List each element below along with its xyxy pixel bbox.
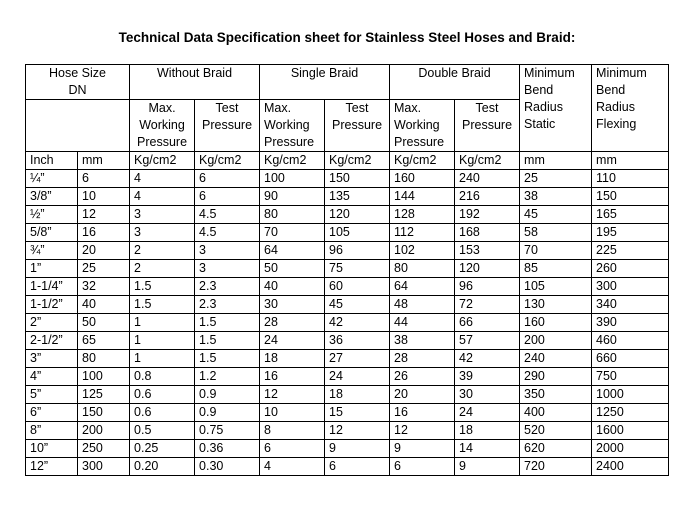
table-cell: 300 bbox=[78, 458, 130, 476]
table-cell: 0.25 bbox=[130, 440, 195, 458]
table-cell: 25 bbox=[520, 170, 592, 188]
without-braid-test-pressure-header bbox=[195, 100, 260, 152]
unit-cell: mm bbox=[592, 152, 669, 170]
table-cell: 2000 bbox=[592, 440, 669, 458]
table-cell: 400 bbox=[520, 404, 592, 422]
table-cell: 70 bbox=[520, 242, 592, 260]
header-line: Minimum bbox=[596, 66, 647, 80]
data-rows bbox=[26, 170, 669, 476]
table-cell: 12 bbox=[325, 422, 390, 440]
table-cell: 102 bbox=[390, 242, 455, 260]
table-cell: 5/8” bbox=[26, 224, 78, 242]
unit-cell: Inch bbox=[26, 152, 78, 170]
table-cell: 60 bbox=[325, 278, 390, 296]
table-cell: 0.30 bbox=[195, 458, 260, 476]
table-cell: 4” bbox=[26, 368, 78, 386]
table-cell: ¼” bbox=[26, 170, 78, 188]
table-cell: 96 bbox=[455, 278, 520, 296]
header-line: Test bbox=[215, 101, 239, 115]
table-cell: 290 bbox=[520, 368, 592, 386]
table-cell: 100 bbox=[78, 368, 130, 386]
table-cell: 26 bbox=[390, 368, 455, 386]
table-cell: 240 bbox=[455, 170, 520, 188]
table-row bbox=[26, 368, 669, 386]
table-cell: 6 bbox=[325, 458, 390, 476]
table-cell: 130 bbox=[520, 296, 592, 314]
without-braid-max-working-header bbox=[130, 100, 195, 152]
table-cell: 30 bbox=[455, 386, 520, 404]
table-cell: 38 bbox=[390, 332, 455, 350]
table-cell: 24 bbox=[260, 332, 325, 350]
table-cell: 4.5 bbox=[195, 224, 260, 242]
table-cell: 72 bbox=[455, 296, 520, 314]
table-cell: 4 bbox=[260, 458, 325, 476]
hose-size-header bbox=[26, 65, 130, 100]
table-cell: 6 bbox=[195, 188, 260, 206]
table-cell: 32 bbox=[78, 278, 130, 296]
table-cell: 9 bbox=[325, 440, 390, 458]
table-cell: 12 bbox=[260, 386, 325, 404]
table-cell: 168 bbox=[455, 224, 520, 242]
table-cell: 4.5 bbox=[195, 206, 260, 224]
header-line: Working bbox=[264, 118, 310, 132]
table-cell: 64 bbox=[390, 278, 455, 296]
table-row bbox=[26, 440, 669, 458]
table-cell: 3 bbox=[130, 206, 195, 224]
table-cell: 110 bbox=[592, 170, 669, 188]
table-cell: 250 bbox=[78, 440, 130, 458]
table-cell: 340 bbox=[592, 296, 669, 314]
table-cell: 1.5 bbox=[195, 314, 260, 332]
table-cell: 12 bbox=[78, 206, 130, 224]
table-cell: 50 bbox=[78, 314, 130, 332]
table-cell: 96 bbox=[325, 242, 390, 260]
table-cell: 24 bbox=[455, 404, 520, 422]
table-cell: 70 bbox=[260, 224, 325, 242]
table-cell: 2.3 bbox=[195, 296, 260, 314]
unit-cell: Kg/cm2 bbox=[455, 152, 520, 170]
header-line: Working bbox=[139, 118, 185, 132]
table-cell: 225 bbox=[592, 242, 669, 260]
header-line: Static bbox=[524, 117, 556, 131]
table-cell: 5” bbox=[26, 386, 78, 404]
table-cell: 160 bbox=[520, 314, 592, 332]
table-cell: 42 bbox=[325, 314, 390, 332]
header-row-group bbox=[26, 65, 669, 100]
table-cell: 720 bbox=[520, 458, 592, 476]
table-row bbox=[26, 404, 669, 422]
table-cell: 9 bbox=[390, 440, 455, 458]
table-cell: 50 bbox=[260, 260, 325, 278]
table-cell: 1 bbox=[130, 314, 195, 332]
double-braid-header: Double Braid bbox=[390, 65, 520, 100]
unit-cell: Kg/cm2 bbox=[325, 152, 390, 170]
table-cell: 1 bbox=[130, 332, 195, 350]
table-cell: 0.5 bbox=[130, 422, 195, 440]
table-cell: 10” bbox=[26, 440, 78, 458]
table-cell: 1000 bbox=[592, 386, 669, 404]
table-cell: 2400 bbox=[592, 458, 669, 476]
table-cell: 105 bbox=[520, 278, 592, 296]
header-line: Radius bbox=[524, 100, 563, 114]
header-line: Max. bbox=[394, 101, 422, 115]
table-cell: 0.9 bbox=[195, 404, 260, 422]
table-cell: ¾” bbox=[26, 242, 78, 260]
table-cell: 42 bbox=[455, 350, 520, 368]
table-cell: 36 bbox=[325, 332, 390, 350]
table-row bbox=[26, 188, 669, 206]
single-braid-header: Single Braid bbox=[260, 65, 390, 100]
table-cell: 45 bbox=[325, 296, 390, 314]
table-cell: 10 bbox=[260, 404, 325, 422]
table-cell: 3” bbox=[26, 350, 78, 368]
table-cell: 20 bbox=[78, 242, 130, 260]
table-cell: 1.5 bbox=[130, 278, 195, 296]
table-cell: 9 bbox=[455, 458, 520, 476]
table-cell: 14 bbox=[455, 440, 520, 458]
table-cell: 20 bbox=[390, 386, 455, 404]
table-cell: 195 bbox=[592, 224, 669, 242]
table-cell: 216 bbox=[455, 188, 520, 206]
table-cell: 192 bbox=[455, 206, 520, 224]
unit-cell: Kg/cm2 bbox=[260, 152, 325, 170]
table-cell: 48 bbox=[390, 296, 455, 314]
header-line: Max. bbox=[148, 101, 176, 115]
table-cell: 620 bbox=[520, 440, 592, 458]
table-cell: 2 bbox=[130, 260, 195, 278]
units-row bbox=[26, 152, 669, 170]
table-row bbox=[26, 296, 669, 314]
header-line: Pressure bbox=[394, 135, 445, 149]
table-cell: 1.5 bbox=[195, 350, 260, 368]
table-cell: 44 bbox=[390, 314, 455, 332]
table-row bbox=[26, 422, 669, 440]
table-row bbox=[26, 386, 669, 404]
header-line: Max. bbox=[264, 101, 292, 115]
table-cell: 135 bbox=[325, 188, 390, 206]
table-cell: 1” bbox=[26, 260, 78, 278]
header-line: Bend bbox=[524, 83, 554, 97]
header-line: Flexing bbox=[596, 117, 637, 131]
table-cell: 58 bbox=[520, 224, 592, 242]
table-cell: 65 bbox=[78, 332, 130, 350]
table-cell: 90 bbox=[260, 188, 325, 206]
header-line: Pressure bbox=[332, 118, 383, 132]
table-cell: 8” bbox=[26, 422, 78, 440]
header-line: Test bbox=[475, 101, 499, 115]
header-line: Bend bbox=[596, 83, 626, 97]
table-cell: 6” bbox=[26, 404, 78, 422]
table-cell: 520 bbox=[520, 422, 592, 440]
table-cell: 165 bbox=[592, 206, 669, 224]
table-cell: 3 bbox=[130, 224, 195, 242]
table-cell: 3/8” bbox=[26, 188, 78, 206]
table-cell: 27 bbox=[325, 350, 390, 368]
document-title: Technical Data Specification sheet for Stainless Steel Hoses and Braid: bbox=[118, 30, 576, 45]
table-cell: 25 bbox=[78, 260, 130, 278]
unit-cell: Kg/cm2 bbox=[130, 152, 195, 170]
table-cell: 75 bbox=[325, 260, 390, 278]
table-cell: 260 bbox=[592, 260, 669, 278]
header-line: Radius bbox=[596, 100, 635, 114]
spec-table bbox=[25, 64, 669, 476]
table-cell: 0.8 bbox=[130, 368, 195, 386]
table-cell: 0.75 bbox=[195, 422, 260, 440]
table-cell: 1 bbox=[130, 350, 195, 368]
header-line: Pressure bbox=[202, 118, 253, 132]
table-cell: 100 bbox=[260, 170, 325, 188]
table-cell: 64 bbox=[260, 242, 325, 260]
table-cell: 150 bbox=[78, 404, 130, 422]
table-cell: 18 bbox=[260, 350, 325, 368]
table-cell: 153 bbox=[455, 242, 520, 260]
table-cell: 28 bbox=[390, 350, 455, 368]
table-cell: 105 bbox=[325, 224, 390, 242]
table-cell: 57 bbox=[455, 332, 520, 350]
table-cell: 1-1/2” bbox=[26, 296, 78, 314]
table-cell: 1.5 bbox=[130, 296, 195, 314]
header-line: Test bbox=[345, 101, 369, 115]
table-cell: 1.2 bbox=[195, 368, 260, 386]
single-braid-test-pressure-header bbox=[325, 100, 390, 152]
table-cell: 0.6 bbox=[130, 404, 195, 422]
table-cell: 16 bbox=[390, 404, 455, 422]
table-cell: 160 bbox=[390, 170, 455, 188]
table-cell: 150 bbox=[325, 170, 390, 188]
table-cell: 125 bbox=[78, 386, 130, 404]
table-row bbox=[26, 260, 669, 278]
table-cell: 10 bbox=[78, 188, 130, 206]
table-cell: 350 bbox=[520, 386, 592, 404]
double-braid-test-pressure-header bbox=[455, 100, 520, 152]
table-cell: 2 bbox=[130, 242, 195, 260]
table-cell: 0.6 bbox=[130, 386, 195, 404]
header-line: Pressure bbox=[137, 135, 188, 149]
table-cell: 16 bbox=[260, 368, 325, 386]
table-cell: 30 bbox=[260, 296, 325, 314]
unit-cell: Kg/cm2 bbox=[390, 152, 455, 170]
table-cell: 12” bbox=[26, 458, 78, 476]
table-cell: 6 bbox=[78, 170, 130, 188]
table-cell: 4 bbox=[130, 188, 195, 206]
table-cell: 24 bbox=[325, 368, 390, 386]
table-cell: 120 bbox=[455, 260, 520, 278]
table-cell: 120 bbox=[325, 206, 390, 224]
table-cell: 4 bbox=[130, 170, 195, 188]
table-row bbox=[26, 278, 669, 296]
table-cell: 40 bbox=[78, 296, 130, 314]
double-braid-max-working-header bbox=[390, 100, 455, 152]
without-braid-header: Without Braid bbox=[130, 65, 260, 100]
table-cell: 240 bbox=[520, 350, 592, 368]
table-row bbox=[26, 170, 669, 188]
table-cell: 0.9 bbox=[195, 386, 260, 404]
table-cell: 66 bbox=[455, 314, 520, 332]
table-cell: 85 bbox=[520, 260, 592, 278]
hose-size-label: Hose Size bbox=[49, 66, 106, 80]
dn-label: DN bbox=[68, 83, 87, 97]
table-cell: 150 bbox=[592, 188, 669, 206]
table-cell: 128 bbox=[390, 206, 455, 224]
table-cell: 28 bbox=[260, 314, 325, 332]
table-cell: 1.5 bbox=[195, 332, 260, 350]
table-row bbox=[26, 350, 669, 368]
table-cell: 0.36 bbox=[195, 440, 260, 458]
single-braid-max-working-header bbox=[260, 100, 325, 152]
header-line: Pressure bbox=[264, 135, 315, 149]
table-cell: 200 bbox=[520, 332, 592, 350]
table-cell: ½” bbox=[26, 206, 78, 224]
table-cell: 80 bbox=[260, 206, 325, 224]
table-row bbox=[26, 314, 669, 332]
table-cell: 390 bbox=[592, 314, 669, 332]
table-cell: 6 bbox=[195, 170, 260, 188]
table-cell: 16 bbox=[78, 224, 130, 242]
empty-cell bbox=[26, 100, 130, 152]
header-line: Pressure bbox=[462, 118, 513, 132]
unit-cell: mm bbox=[78, 152, 130, 170]
table-cell: 112 bbox=[390, 224, 455, 242]
table-row bbox=[26, 206, 669, 224]
table-cell: 2” bbox=[26, 314, 78, 332]
table-cell: 660 bbox=[592, 350, 669, 368]
table-cell: 80 bbox=[78, 350, 130, 368]
table-row bbox=[26, 242, 669, 260]
min-bend-radius-flexing-header bbox=[592, 65, 669, 152]
table-cell: 3 bbox=[195, 260, 260, 278]
table-cell: 2.3 bbox=[195, 278, 260, 296]
table-cell: 15 bbox=[325, 404, 390, 422]
table-row bbox=[26, 224, 669, 242]
table-cell: 2-1/2” bbox=[26, 332, 78, 350]
table-cell: 6 bbox=[390, 458, 455, 476]
table-cell: 18 bbox=[325, 386, 390, 404]
table-cell: 0.20 bbox=[130, 458, 195, 476]
table-cell: 750 bbox=[592, 368, 669, 386]
table-cell: 1-1/4” bbox=[26, 278, 78, 296]
table-cell: 200 bbox=[78, 422, 130, 440]
table-cell: 80 bbox=[390, 260, 455, 278]
table-row bbox=[26, 332, 669, 350]
min-bend-radius-static-header bbox=[520, 65, 592, 152]
table-cell: 300 bbox=[592, 278, 669, 296]
table-cell: 39 bbox=[455, 368, 520, 386]
table-cell: 460 bbox=[592, 332, 669, 350]
unit-cell: Kg/cm2 bbox=[195, 152, 260, 170]
table-cell: 12 bbox=[390, 422, 455, 440]
table-cell: 144 bbox=[390, 188, 455, 206]
header-line: Minimum bbox=[524, 66, 575, 80]
table-cell: 1250 bbox=[592, 404, 669, 422]
table-cell: 6 bbox=[260, 440, 325, 458]
table-cell: 8 bbox=[260, 422, 325, 440]
table-cell: 45 bbox=[520, 206, 592, 224]
table-row bbox=[26, 458, 669, 476]
header-line: Working bbox=[394, 118, 440, 132]
table-cell: 18 bbox=[455, 422, 520, 440]
table-cell: 3 bbox=[195, 242, 260, 260]
table-cell: 40 bbox=[260, 278, 325, 296]
table-cell: 1600 bbox=[592, 422, 669, 440]
table-cell: 38 bbox=[520, 188, 592, 206]
unit-cell: mm bbox=[520, 152, 592, 170]
